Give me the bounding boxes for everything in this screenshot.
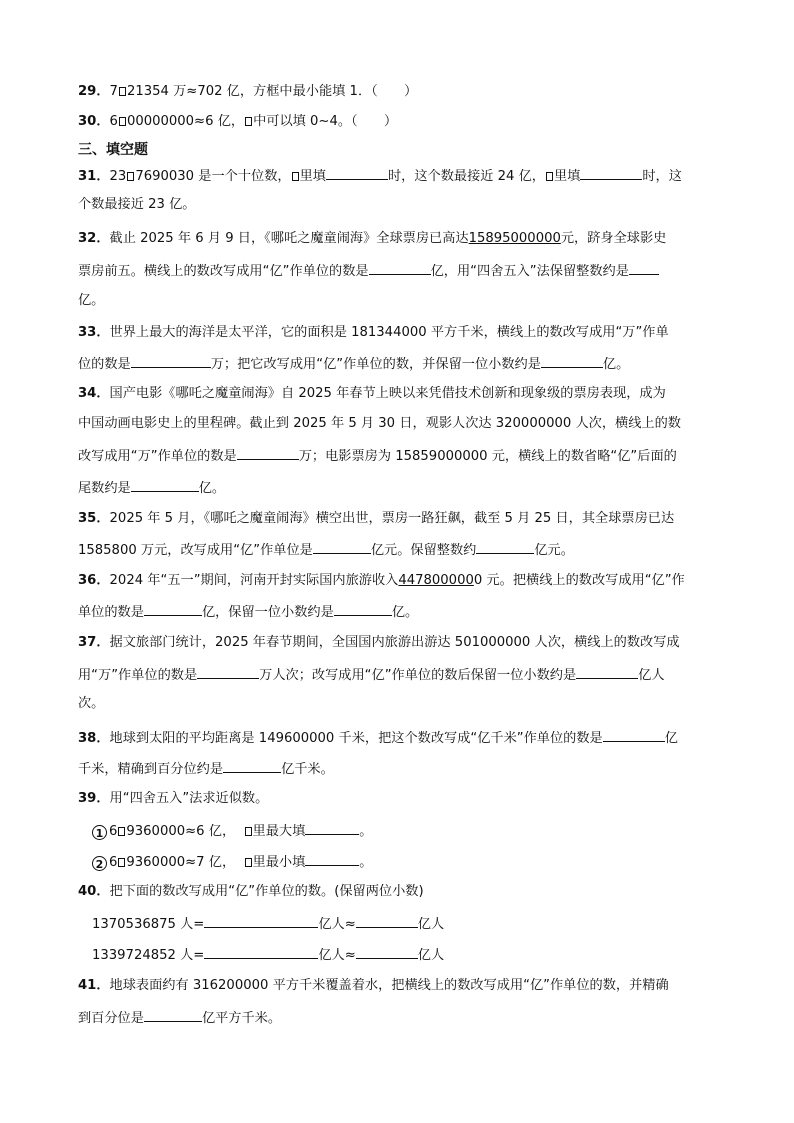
- question-37-line2: 用“万”作单位的数是 万人次；改写成用“亿”作单位的数后保留一位小数约是 亿人: [78, 664, 718, 686]
- question-number: 40．: [78, 884, 110, 899]
- answer-blank[interactable]: [131, 353, 211, 368]
- section-title: 三、填空题: [78, 142, 148, 158]
- question-number: 32．: [78, 231, 110, 246]
- question-35-line2: 1585800 万元，改写成用“亿”作单位是 亿元。保留整数约 亿元。: [78, 539, 718, 561]
- question-number: 30．: [78, 114, 110, 129]
- box-placeholder: [118, 858, 125, 867]
- answer-blank[interactable]: [144, 601, 202, 616]
- question-37: 37．据文旅部门统计，2025 年春节期间，全国国内旅游出游达 501000000 人次，横线上的数改写成: [78, 635, 680, 650]
- answer-blank[interactable]: [237, 445, 299, 460]
- answer-blank[interactable]: [204, 913, 318, 928]
- answer-blank[interactable]: [313, 539, 371, 554]
- question-36-line2: 单位的数是 亿，保留一位小数约是 亿。: [78, 601, 718, 623]
- answer-blank[interactable]: [629, 260, 659, 275]
- question-40-row-1: 1370536875 人= 亿人≈ 亿人: [92, 913, 732, 935]
- question-40: 40．把下面的数改写成用“亿”作单位的数。(保留两位小数): [78, 884, 424, 899]
- question-number: 38．: [78, 731, 110, 746]
- box-placeholder: [292, 172, 299, 181]
- circled-number: 2: [92, 856, 107, 871]
- question-number: 33．: [78, 325, 110, 340]
- box-placeholder: [127, 172, 134, 181]
- question-number: 41．: [78, 978, 110, 993]
- question-37-line3: 次。: [78, 696, 105, 711]
- answer-blank[interactable]: [476, 539, 534, 554]
- answer-blank[interactable]: [334, 601, 392, 616]
- question-34: 34．国产电影《哪吒之魔童闹海》自 2025 年春节上映以来凭借技术创新和现象级的票房表现，成为: [78, 386, 666, 401]
- question-31: 31．23 7690030 是一个十位数， 里填 时，这个数最接近 24 亿， 里填 时，这: [78, 165, 718, 187]
- box-placeholder: [245, 827, 252, 836]
- box-placeholder: [119, 117, 126, 126]
- answer-blank[interactable]: [204, 944, 318, 959]
- question-32-line3: 亿。: [78, 293, 105, 308]
- question-number: 36．: [78, 573, 110, 588]
- answer-blank[interactable]: [197, 664, 259, 679]
- question-36: 36．2024 年“五一”期间，河南开封实际国内旅游收入4478000000 元。把横线上的数改写成用“亿”作: [78, 573, 685, 588]
- answer-blank[interactable]: [131, 477, 199, 492]
- question-34-line4: 尾数约是 亿。: [78, 477, 718, 499]
- answer-blank[interactable]: [576, 664, 638, 679]
- box-placeholder: [119, 87, 126, 96]
- question-30: 30．6 00000000≈6 亿， 中可以填 0~4。（ ）: [78, 114, 398, 129]
- question-32: 32．截止 2025 年 6 月 9 日，《哪吒之魔童闹海》全球票房已高达15895000000元，跻身全球影史: [78, 231, 667, 246]
- box-placeholder: [245, 858, 252, 867]
- question-32-line2: 票房前五。横线上的数改写成用“亿”作单位的数是 亿，用“四舍五入”法保留整数约是: [78, 260, 718, 282]
- question-39: 39．用“四舍五入”法求近似数。: [78, 791, 269, 806]
- box-placeholder: [245, 117, 252, 126]
- question-number: 37．: [78, 635, 110, 650]
- answer-blank[interactable]: [580, 165, 642, 180]
- question-38-line2: 千米，精确到百分位约是 亿千米。: [78, 758, 718, 780]
- answer-blank[interactable]: [356, 913, 418, 928]
- box-placeholder: [546, 172, 553, 181]
- question-number: 34．: [78, 386, 110, 401]
- question-33: 33．世界上最大的海洋是太平洋，它的面积是 181344000 平方千米，横线上的数改写成用“万”作单: [78, 325, 669, 340]
- answer-blank[interactable]: [356, 944, 418, 959]
- question-40-row-2: 1339724852 人= 亿人≈ 亿人: [92, 944, 732, 966]
- answer-blank[interactable]: [541, 353, 603, 368]
- question-41: 41．地球表面约有 316200000 平方千米覆盖着水，把横线上的数改写成用“亿”作单位的数，并精确: [78, 978, 669, 993]
- question-39-item-1: 1 6 9360000≈6 亿， 里最大填 。: [92, 820, 732, 842]
- answer-blank[interactable]: [223, 758, 281, 773]
- box-placeholder: [118, 827, 125, 836]
- question-34-line3: 改写成用“万”作单位的数是 万；电影票房为 15859000000 元，横线上的数省略“亿”后面的: [78, 445, 718, 467]
- answer-blank[interactable]: [305, 820, 359, 835]
- question-number: 35．: [78, 511, 110, 526]
- answer-blank[interactable]: [144, 1007, 202, 1022]
- question-41-line2: 到百分位是 亿平方千米。: [78, 1007, 718, 1029]
- answer-blank[interactable]: [326, 165, 388, 180]
- question-33-line2: 位的数是 万；把它改写成用“亿”作单位的数，并保留一位小数约是 亿。: [78, 353, 718, 375]
- question-number: 31．: [78, 169, 110, 184]
- question-29: 29．7 21354 万≈702 亿，方框中最小能填 1．（ ）: [78, 84, 418, 99]
- circled-number: 1: [92, 825, 107, 840]
- question-35: 35．2025 年 5 月，《哪吒之魔童闹海》横空出世，票房一路狂飙，截至 5 月 25 日，其全球票房已达: [78, 511, 675, 526]
- answer-blank[interactable]: [369, 260, 431, 275]
- answer-blank[interactable]: [305, 851, 359, 866]
- question-number: 29．: [78, 84, 110, 99]
- answer-blank[interactable]: [603, 727, 665, 742]
- question-31-line2: 个数最接近 23 亿。: [78, 197, 196, 212]
- question-34-line2: 中国动画电影史上的里程碑。截止到 2025 年 5 月 30 日，观影人次达 320000000 人次，横线上的数: [78, 416, 681, 431]
- question-39-item-2: 2 6 9360000≈7 亿， 里最小填 。: [92, 851, 732, 873]
- question-38: 38．地球到太阳的平均距离是 149600000 千米，把这个数改写成“亿千米”作单位的数是 亿: [78, 727, 718, 749]
- question-number: 39．: [78, 791, 110, 806]
